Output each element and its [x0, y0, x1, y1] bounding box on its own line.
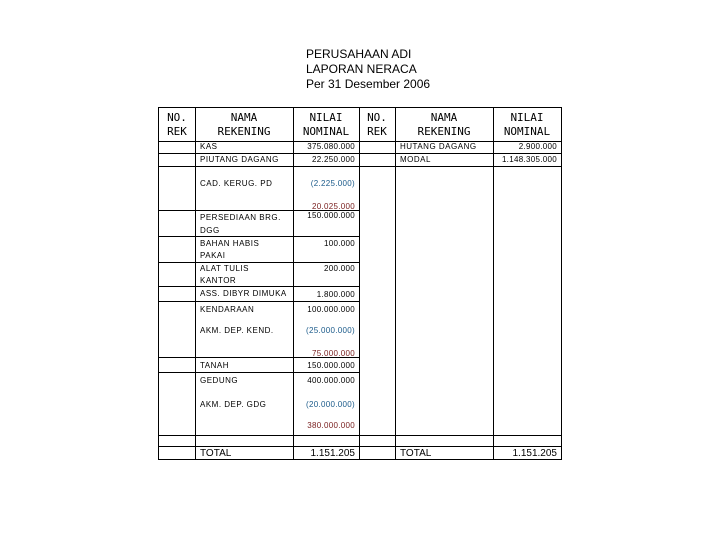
row-line — [159, 301, 359, 302]
report-period: Per 31 Desember 2006 — [306, 77, 431, 91]
account-value: 1.148.305.000 — [501, 155, 557, 164]
account-value: 100.000.000 — [307, 305, 355, 314]
report-title: LAPORAN NERACA — [306, 62, 417, 76]
account-name: ALAT TULIS — [200, 264, 250, 273]
account-name: ASS. DIBYR DIMUKA — [200, 289, 287, 298]
divider — [395, 108, 396, 459]
account-name-cont: KANTOR — [200, 276, 237, 285]
col-header-no-rek: NO. REK — [167, 111, 187, 138]
account-value: (2.225.000) — [310, 179, 355, 188]
account-name: PERSEDIAAN BRG. — [200, 213, 281, 222]
account-value: 400.000.000 — [307, 376, 355, 385]
col-header-no-rek-right: NO. REK — [367, 111, 387, 138]
account-value: 2.900.000 — [518, 142, 557, 151]
account-name: HUTANG DAGANG — [400, 142, 477, 151]
account-value: 150.000.000 — [307, 361, 355, 370]
account-name-cont: DGG — [200, 226, 220, 235]
account-value: 200.000 — [323, 264, 355, 273]
row-line — [159, 446, 561, 447]
account-name: MODAL — [400, 155, 431, 164]
divider — [195, 108, 196, 459]
account-value: (25.000.000) — [306, 326, 355, 335]
account-name: GEDUNG — [200, 376, 239, 385]
account-value: 100.000 — [323, 239, 355, 248]
col-header-nama: NAMA REKENING — [217, 111, 271, 138]
total-value-right: 1.151.205 — [512, 448, 557, 459]
col-header-nama-right: NAMA REKENING — [417, 111, 471, 138]
divider — [359, 108, 360, 459]
account-value: 1.800.000 — [316, 290, 355, 299]
col-header-nilai: NILAI NOMINAL — [302, 111, 350, 138]
total-value-left: 1.151.205 — [310, 448, 355, 459]
account-name: BAHAN HABIS — [200, 239, 260, 248]
account-name-cont: PAKAI — [200, 251, 226, 260]
account-name: AKM. DEP. KEND. — [200, 326, 274, 335]
account-name: TANAH — [200, 361, 230, 370]
company-name: PERUSAHAAN ADI — [306, 47, 412, 61]
row-line — [159, 166, 561, 167]
row-line — [159, 435, 561, 436]
account-name: CAD. KERUG. PD — [200, 179, 273, 188]
balance-sheet-table — [158, 107, 562, 460]
account-value: (20.000.000) — [306, 400, 355, 409]
account-name: KAS — [200, 142, 218, 151]
subtotal-value: 20.025.000 — [311, 202, 355, 211]
row-line — [159, 372, 359, 373]
account-value: 22.250.000 — [311, 155, 355, 164]
col-header-nilai-right: NILAI NOMINAL — [503, 111, 551, 138]
account-name: PIUTANG DAGANG — [200, 155, 279, 164]
account-name: AKM. DEP. GDG — [200, 400, 267, 409]
account-value: 375.080.000 — [307, 142, 355, 151]
account-value: 150.000.000 — [307, 211, 355, 220]
subtotal-value: 380.000.000 — [307, 421, 355, 430]
account-name: KENDARAAN — [200, 305, 255, 314]
total-label-right: TOTAL — [400, 448, 432, 459]
total-label-left: TOTAL — [200, 448, 232, 459]
subtotal-value: 75.000.000 — [311, 349, 355, 358]
row-line — [159, 236, 359, 237]
row-line — [159, 286, 359, 287]
